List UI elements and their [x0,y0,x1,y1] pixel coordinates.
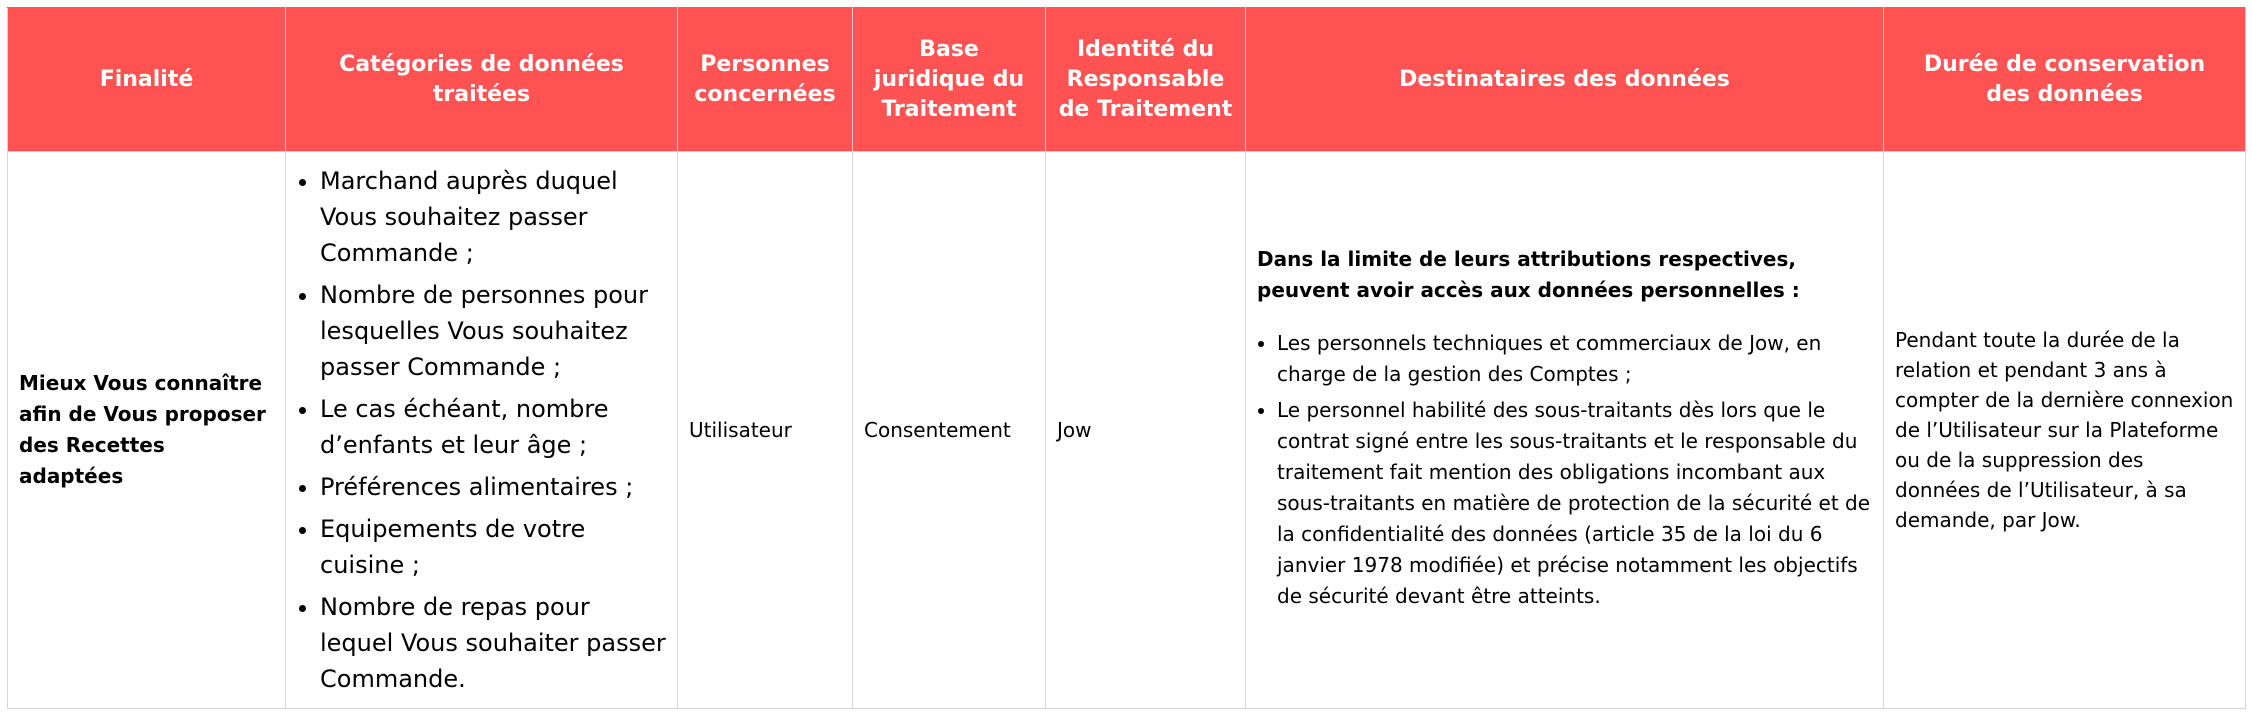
list-item: • Nombre de repas pour lequel Vous souhaiter passer Commande. [320,589,666,697]
header-duree-conservation: Durée de conservation des données [1884,8,2246,152]
categories-list [297,163,666,697]
header-finalite: Finalité [8,8,286,152]
cell-personnes: Utilisateur [678,152,853,709]
list-item: • Les personnels techniques et commerciaux de Jow, en charge de la gestion des Comptes ; [1277,328,1872,390]
header-base-juridique: Base juridique du Traitement [853,8,1046,152]
cell-destinataires [1246,152,1884,709]
table-header [8,8,2246,152]
header-identite-responsable: Identité du Responsable de Traitement [1046,8,1246,152]
header-personnes: Personnes concernées [678,8,853,152]
data-processing-table [7,7,2246,709]
data-processing-table-wrapper [7,7,2245,709]
list-item: • Marchand auprès duquel Vous souhaitez passer Commande ; [320,163,666,271]
list-item: • Nombre de personnes pour lesquelles Vous souhaitez passer Commande ; [320,277,666,385]
list-item: • Préférences alimentaires ; [320,469,666,505]
destinataires-list [1257,328,1872,612]
destinataires-lead: Dans la limite de leurs attributions respectives, peuvent avoir accès aux données personnelles : [1257,246,1800,302]
list-item: • Equipements de votre cuisine ; [320,511,666,583]
cell-base-juridique: Consentement [853,152,1046,709]
header-row [8,8,2246,152]
cell-duree-conservation: Pendant toute la durée de la relation et pendant 3 ans à compter de la dernière connexion de l’Utilisateur sur la Plateforme ou de la suppression des données de l’Utilisateur, à sa demande, par Jow. [1884,152,2246,709]
table-row [8,152,2246,709]
cell-finalite: Mieux Vous connaître afin de Vous proposer des Recettes adaptées [8,152,286,709]
cell-identite-responsable: Jow [1046,152,1246,709]
header-categories: Catégories de données traitées [286,8,678,152]
list-item: • Le cas échéant, nombre d’enfants et leur âge ; [320,391,666,463]
cell-categories [286,152,678,709]
header-destinataires: Destinataires des données [1246,8,1884,152]
table-body [8,152,2246,709]
list-item: • Le personnel habilité des sous-traitants dès lors que le contrat signé entre les sous-traitants et le responsable du traitement fait mention des obligations incombant aux sous-traitants en matière de protection de la sécurité et de la confidentialité des données (article 35 de la loi du 6 janvier 1978 modifiée) et précise notamment les objectifs de sécurité devant être atteints. [1277,395,1872,612]
